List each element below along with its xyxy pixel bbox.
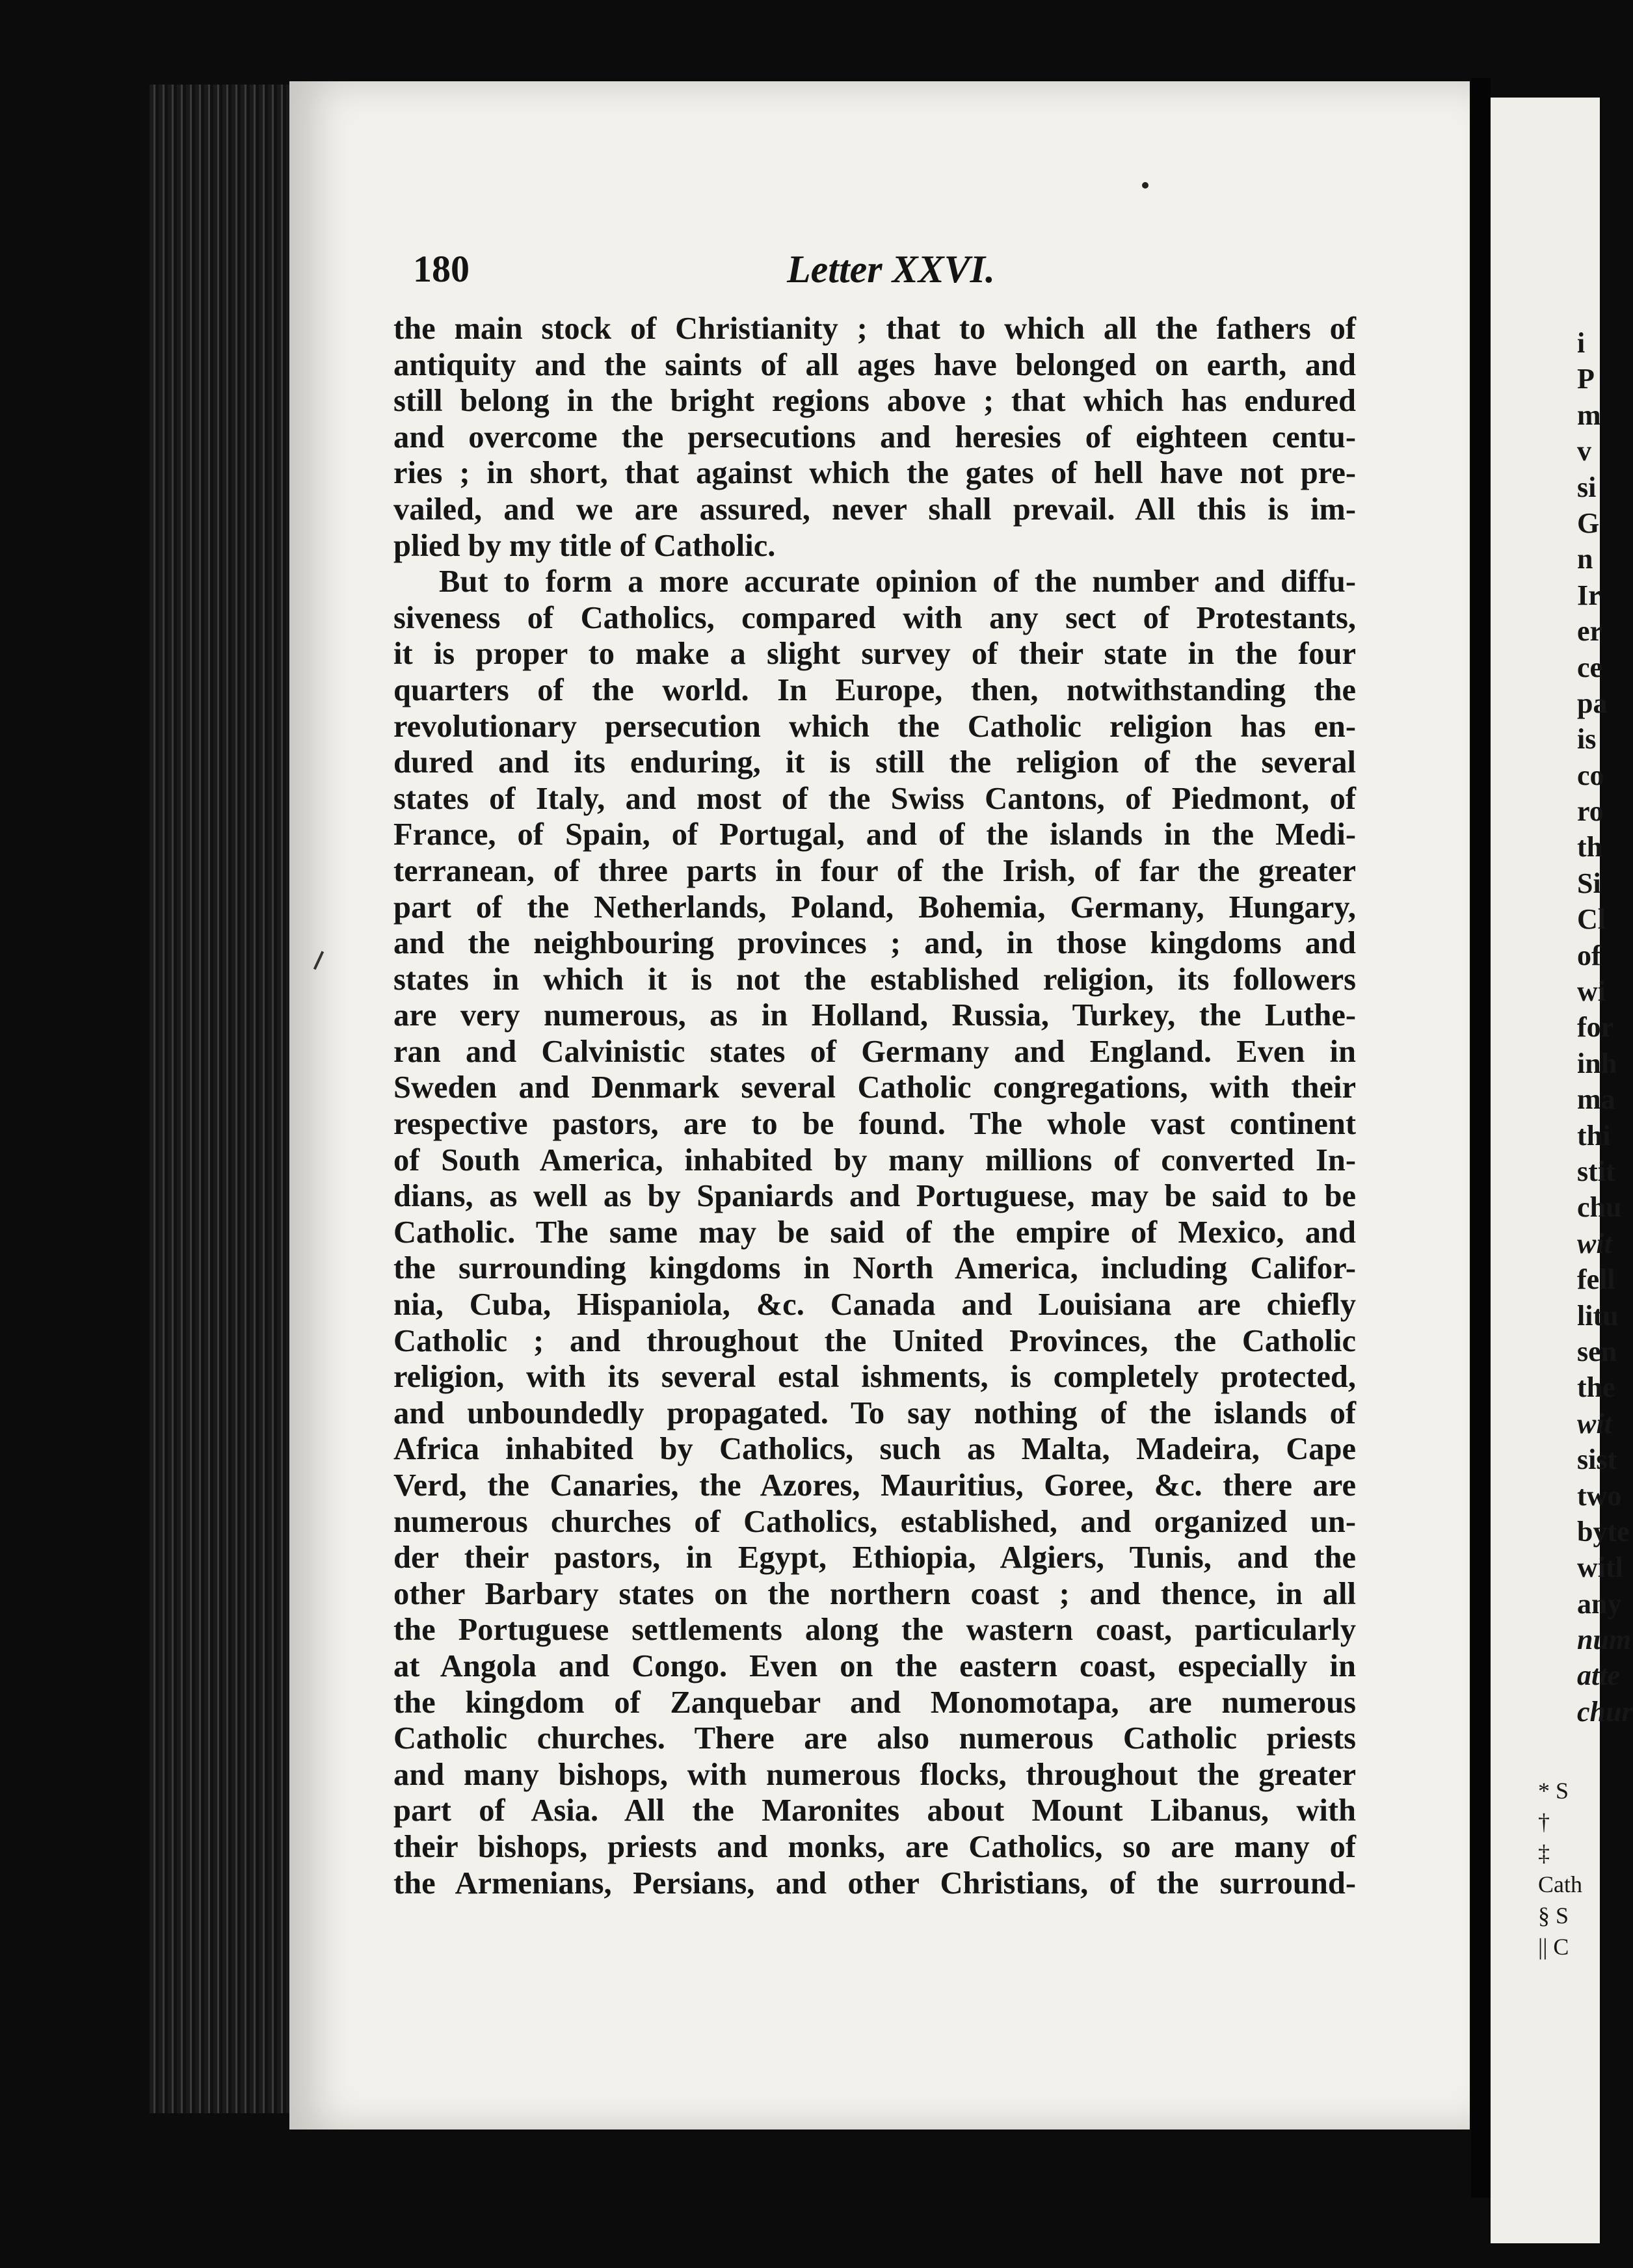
- right-page-fragment: any: [1577, 1587, 1622, 1620]
- right-page-footnote: †: [1538, 1809, 1550, 1835]
- right-page-fragment: wit: [1577, 1407, 1612, 1440]
- right-page-fragment: ce: [1577, 651, 1603, 683]
- page-header: [413, 247, 1362, 299]
- text-line: part of Asia. All the Maronites about Mount Libanus, with: [393, 1793, 1356, 1828]
- right-page-fragment: inh: [1577, 1047, 1617, 1079]
- page-gutter: [1471, 78, 1491, 2198]
- text-line: and the neighbouring provinces ; and, in those kingdoms and: [393, 926, 1356, 961]
- text-line: states of Italy, and most of the Swiss Cantons, of Piedmont, of: [393, 781, 1356, 816]
- text-line: states in which it is not the established religion, its followers: [393, 962, 1356, 997]
- right-page-fragment: G: [1577, 507, 1600, 539]
- text-line: and many bishops, with numerous flocks, throughout the greater: [393, 1757, 1356, 1792]
- text-line: Sweden and Denmark several Catholic congregations, with their: [393, 1070, 1356, 1105]
- right-page-text-fragments: [1577, 325, 1633, 1730]
- text-line: dured and its enduring, it is still the religion of the several: [393, 745, 1356, 780]
- body-text: [393, 311, 1356, 1901]
- right-page-fragment: is: [1577, 723, 1597, 756]
- text-line: France, of Spain, of Portugal, and of the islands in the Medi-: [393, 817, 1356, 852]
- right-page-fragment: sist: [1577, 1444, 1617, 1476]
- text-line: vailed, and we are assured, never shall prevail. All this is im-: [393, 492, 1356, 527]
- right-page-fragment: n: [1577, 543, 1593, 575]
- right-page-fragment: byte: [1577, 1515, 1630, 1548]
- text-line: and overcome the persecutions and heresies of eighteen centu-: [393, 419, 1356, 455]
- text-line: of South America, inhabited by many millions of converted In-: [393, 1142, 1356, 1178]
- text-line: revolutionary persecution which the Catholic religion has en-: [393, 709, 1356, 744]
- text-line: terranean, of three parts in four of the Irish, of far the greater: [393, 853, 1356, 888]
- text-line: quarters of the world. In Europe, then, notwithstanding the: [393, 672, 1356, 707]
- running-head: Letter XXVI.: [787, 248, 996, 291]
- right-page-fragment: i: [1577, 327, 1586, 359]
- right-page-footnote: * S: [1538, 1778, 1569, 1804]
- text-line: antiquity and the saints of all ages have belonged on earth, and: [393, 347, 1356, 382]
- text-line: numerous churches of Catholics, established, and organized un-: [393, 1504, 1356, 1539]
- right-page-fragment: er: [1577, 615, 1603, 648]
- ink-dot: [1142, 182, 1148, 189]
- book-page-edges: [150, 85, 293, 2113]
- right-page-fragment: Cl: [1577, 903, 1606, 936]
- right-page-fragment: th: [1577, 831, 1603, 864]
- text-line: Catholic ; and throughout the United Provinces, the Catholic: [393, 1323, 1356, 1358]
- text-line: But to form a more accurate opinion of the number and diffu-: [439, 564, 1356, 600]
- right-page-fragment: litu: [1577, 1299, 1619, 1332]
- text-line: and unboundedly propagated. To say nothing of the islands of: [393, 1395, 1356, 1431]
- text-line: are very numerous, as in Holland, Russia, Turkey, the Luthe-: [393, 998, 1356, 1033]
- right-page-fragment: for: [1577, 1011, 1614, 1044]
- right-page-footnote: || C: [1538, 1934, 1569, 1960]
- text-line: the surrounding kingdoms in North America, including Califor-: [393, 1251, 1356, 1286]
- text-line: the Portuguese settlements along the wastern coast, particularly: [393, 1613, 1356, 1648]
- text-line: Catholic churches. There are also numerous Catholic priests: [393, 1721, 1356, 1756]
- right-page-fragment: two: [1577, 1479, 1622, 1512]
- right-page-fragment: the: [1577, 1371, 1615, 1404]
- text-line: it is proper to make a slight survey of their state in the four: [393, 637, 1356, 672]
- text-line: Catholic. The same may be said of the empire of Mexico, and: [393, 1215, 1356, 1250]
- text-line: nia, Cuba, Hispaniola, &c. Canada and Louisiana are chiefly: [393, 1287, 1356, 1323]
- right-page-footnote: § S: [1538, 1903, 1569, 1929]
- text-line: respective pastors, are to be found. The whole vast continent: [393, 1107, 1356, 1142]
- text-line: the Armenians, Persians, and other Christians, of the surround-: [393, 1866, 1356, 1901]
- right-page-fragment: P: [1577, 363, 1595, 395]
- text-line: plied by my title of Catholic.: [393, 528, 776, 563]
- text-line: part of the Netherlands, Poland, Bohemia, Germany, Hungary,: [393, 890, 1356, 925]
- text-line: dians, as well as by Spaniards and Portuguese, may be said to be: [393, 1179, 1356, 1214]
- text-line: Verd, the Canaries, the Azores, Mauritius, Goree, &c. there are: [393, 1468, 1356, 1503]
- text-line: ries ; in short, that against which the gates of hell have not pre-: [393, 456, 1356, 491]
- right-page-footnote-fragments: [1538, 1775, 1610, 1962]
- text-line: the main stock of Christianity ; that to which all the fathers of: [393, 311, 1356, 346]
- text-line: still belong in the bright regions above ; that which has endured: [393, 384, 1356, 419]
- right-page-fragment: ro: [1577, 795, 1604, 828]
- text-line: ran and Calvinistic states of Germany and England. Even in: [393, 1034, 1356, 1069]
- text-line: der their pastors, in Egypt, Ethiopia, Algiers, Tunis, and the: [393, 1540, 1356, 1576]
- right-page-fragment: v: [1577, 435, 1591, 468]
- right-page-fragment: of: [1577, 939, 1601, 971]
- text-line: other Barbary states on the northern coast ; and thence, in all: [393, 1576, 1356, 1611]
- text-line: at Angola and Congo. Even on the eastern coast, especially in: [393, 1648, 1356, 1683]
- page-number: 180: [413, 248, 470, 290]
- right-page-fragment: Si: [1577, 867, 1601, 899]
- text-line: Africa inhabited by Catholics, such as Malta, Madeira, Cape: [393, 1432, 1356, 1467]
- right-page-fragment: co: [1577, 759, 1604, 791]
- text-line: siveness of Catholics, compared with any sect of Protestants,: [393, 600, 1356, 635]
- right-page-fragment: ma: [1577, 1083, 1615, 1116]
- right-page-fragment: si: [1577, 471, 1597, 503]
- right-page-fragment: wit: [1577, 1227, 1612, 1259]
- right-page-fragment: m: [1577, 399, 1601, 431]
- right-page-fragment: stit: [1577, 1155, 1615, 1187]
- right-page-fragment: Ir: [1577, 579, 1601, 611]
- right-page-fragment: num: [1577, 1624, 1632, 1656]
- right-page-fragment: witl: [1577, 1551, 1623, 1584]
- right-page-fragment: pa: [1577, 687, 1608, 719]
- right-page-fragment: wi: [1577, 975, 1606, 1008]
- right-page-fragment: chu: [1577, 1191, 1622, 1224]
- right-page-footnote: Cath: [1538, 1871, 1582, 1897]
- right-page-fragment: thi: [1577, 1119, 1611, 1152]
- text-line: the kingdom of Zanquebar and Monomotapa, are numerous: [393, 1685, 1356, 1720]
- right-page-fragment: atte: [1577, 1659, 1620, 1692]
- right-page-fragment: sen: [1577, 1335, 1617, 1367]
- right-page-fragment: chur: [1577, 1695, 1633, 1728]
- text-line: religion, with its several estal ishments, is completely protected,: [393, 1360, 1356, 1395]
- text-line: their bishops, priests and monks, are Catholics, so are many of: [393, 1829, 1356, 1864]
- right-page-footnote: ‡: [1538, 1840, 1550, 1866]
- right-page-fragment: fell: [1577, 1263, 1615, 1296]
